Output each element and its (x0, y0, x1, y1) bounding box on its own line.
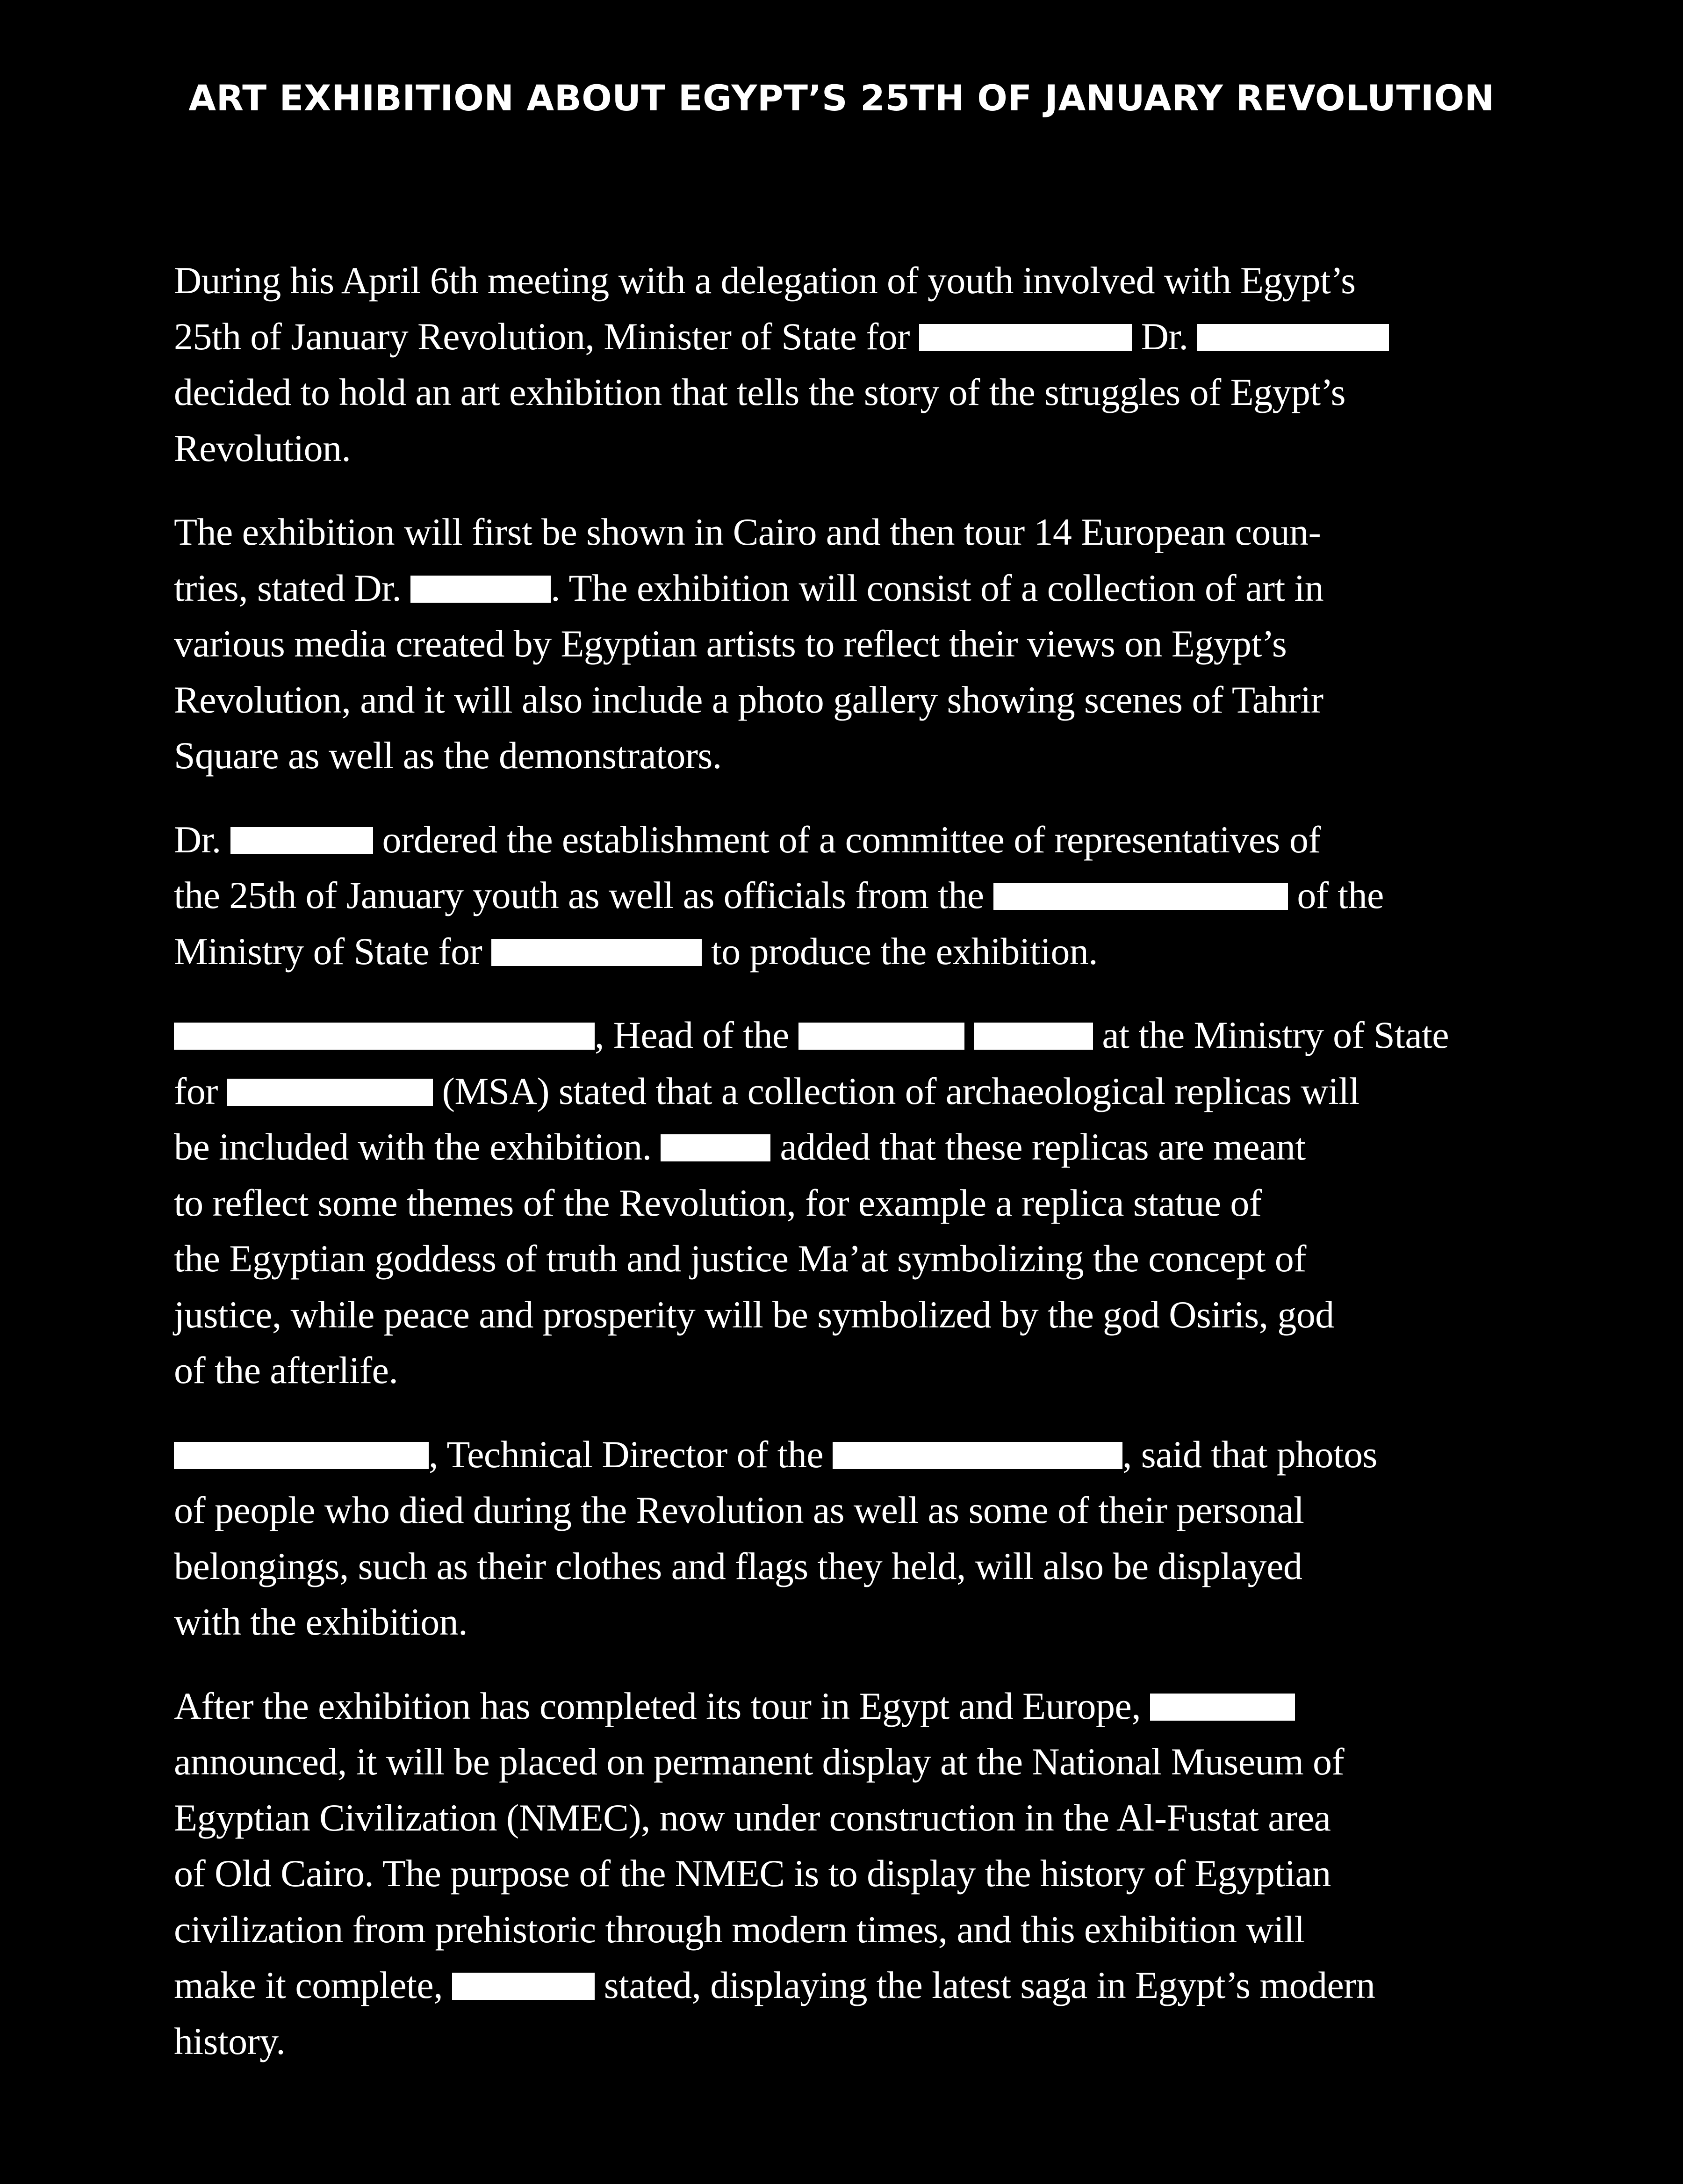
redaction-bar (974, 1023, 1093, 1050)
text-line (174, 504, 1604, 560)
redaction-bar (174, 1023, 595, 1050)
text-segment: added that these replicas are meant (770, 1125, 1306, 1168)
text-segment: Dr. (1131, 315, 1198, 358)
text-line (174, 1175, 1604, 1231)
text-segment: Square as well as the demonstrators. (174, 734, 722, 777)
text-segment: the Egyptian goddess of truth and justice Ma’at symbolizing the concept of (174, 1237, 1306, 1280)
text-segment: (MSA) stated that a collection of archaeological replicas will (432, 1069, 1359, 1112)
text-segment: of Old Cairo. The purpose of the NMEC is to display the history of Egyptian (174, 1852, 1331, 1895)
text-segment: stated, displaying the latest saga in Egypt’s modern (594, 1964, 1375, 2006)
redaction-bar (798, 1023, 964, 1050)
paragraph (174, 1007, 1604, 1398)
redaction-bar (1150, 1694, 1295, 1721)
text-segment: of people who died during the Revolution as well as some of their personal (174, 1489, 1304, 1531)
paragraph (174, 1678, 1604, 2069)
redaction-bar (410, 576, 551, 603)
text-segment: belongings, such as their clothes and flags they held, will also be displayed (174, 1544, 1302, 1587)
text-segment: , Head of the (595, 1014, 798, 1056)
text-line (174, 560, 1604, 616)
text-segment: for (174, 1069, 227, 1112)
text-segment: After the exhibition has completed its tour in Egypt and Europe, (174, 1684, 1150, 1727)
text-line (174, 1845, 1604, 1902)
text-line (174, 1734, 1604, 1790)
text-segment: announced, it will be placed on permanent display at the National Museum of (174, 1740, 1345, 1783)
text-line (174, 1957, 1604, 2013)
text-line (174, 2013, 1604, 2069)
text-line (174, 867, 1604, 923)
text-segment: 25th of January Revolution, Minister of State for (174, 315, 919, 358)
paragraph (174, 812, 1604, 980)
text-line (174, 672, 1604, 728)
text-line (174, 1678, 1604, 1734)
text-segment: of the afterlife. (174, 1349, 398, 1391)
text-segment: Revolution, and it will also include a photo gallery showing scenes of Tahrir (174, 678, 1323, 721)
text-line (174, 1482, 1604, 1538)
text-line (174, 1007, 1604, 1063)
text-segment: The exhibition will first be shown in Cairo and then tour 14 European coun- (174, 511, 1321, 553)
text-line (174, 1119, 1604, 1175)
text-segment: civilization from prehistoric through modern times, and this exhibition will (174, 1908, 1305, 1951)
redaction-bar (227, 1079, 433, 1106)
text-line (174, 728, 1604, 784)
text-segment: Egyptian Civilization (NMEC), now under construction in the Al-Fustat area (174, 1796, 1331, 1839)
text-line (174, 1427, 1604, 1483)
text-segment: of the (1287, 874, 1384, 916)
text-segment: justice, while peace and prosperity will be symbolized by the god Osiris, god (174, 1293, 1334, 1336)
text-line (174, 1902, 1604, 1958)
paragraph (174, 1427, 1604, 1650)
paragraph (174, 252, 1604, 476)
text-line (174, 1287, 1604, 1343)
text-segment: with the exhibition. (174, 1600, 468, 1643)
text-line (174, 812, 1604, 868)
text-segment (964, 1014, 974, 1056)
text-segment: history. (174, 2019, 286, 2062)
text-segment: at the Ministry of State (1093, 1014, 1449, 1056)
redaction-bar (833, 1442, 1122, 1469)
text-segment: Ministry of State for (174, 930, 492, 973)
text-line (174, 1538, 1604, 1594)
document-title: ART EXHIBITION ABOUT EGYPT’S 25TH OF JANUARY REVOLUTION (188, 77, 1495, 119)
redaction-bar (174, 1442, 429, 1469)
text-segment: , said that photos (1122, 1433, 1377, 1476)
text-segment: tries, stated Dr. (174, 566, 411, 609)
redaction-bar (993, 883, 1288, 910)
text-segment: ordered the establishment of a committee of representatives of (373, 818, 1321, 861)
text-segment: to reflect some themes of the Revolution, for example a replica statue of (174, 1181, 1262, 1224)
text-line (174, 616, 1604, 672)
text-segment: the 25th of January youth as well as officials from the (174, 874, 993, 916)
redaction-bar (452, 1973, 595, 2000)
text-line (174, 1790, 1604, 1846)
redaction-bar (919, 324, 1132, 351)
text-segment: make it complete, (174, 1964, 452, 2006)
text-segment: Revolution. (174, 426, 351, 469)
text-line (174, 420, 1604, 476)
redaction-bar (491, 939, 702, 966)
redaction-bar (1197, 324, 1389, 351)
text-segment: Dr. (174, 818, 230, 861)
text-line (174, 1063, 1604, 1119)
paragraph (174, 504, 1604, 784)
text-line (174, 252, 1604, 309)
redaction-bar (230, 827, 373, 854)
text-line (174, 1594, 1604, 1650)
text-segment: . The exhibition will consist of a collection of art in (551, 566, 1324, 609)
redaction-bar (661, 1134, 770, 1161)
text-line (174, 1231, 1604, 1287)
text-line (174, 309, 1604, 365)
text-line (174, 364, 1604, 420)
text-segment: decided to hold an art exhibition that tells the story of the struggles of Egypt’s (174, 371, 1345, 413)
text-segment: During his April 6th meeting with a delegation of youth involved with Egypt’s (174, 259, 1356, 302)
text-segment: to produce the exhibition. (702, 930, 1098, 973)
text-segment: various media created by Egyptian artists to reflect their views on Egypt’s (174, 622, 1287, 665)
text-segment: , Technical Director of the (429, 1433, 833, 1476)
text-segment: be included with the exhibition. (174, 1125, 661, 1168)
text-line (174, 1342, 1604, 1398)
text-line (174, 923, 1604, 980)
document-body (174, 252, 1604, 2097)
